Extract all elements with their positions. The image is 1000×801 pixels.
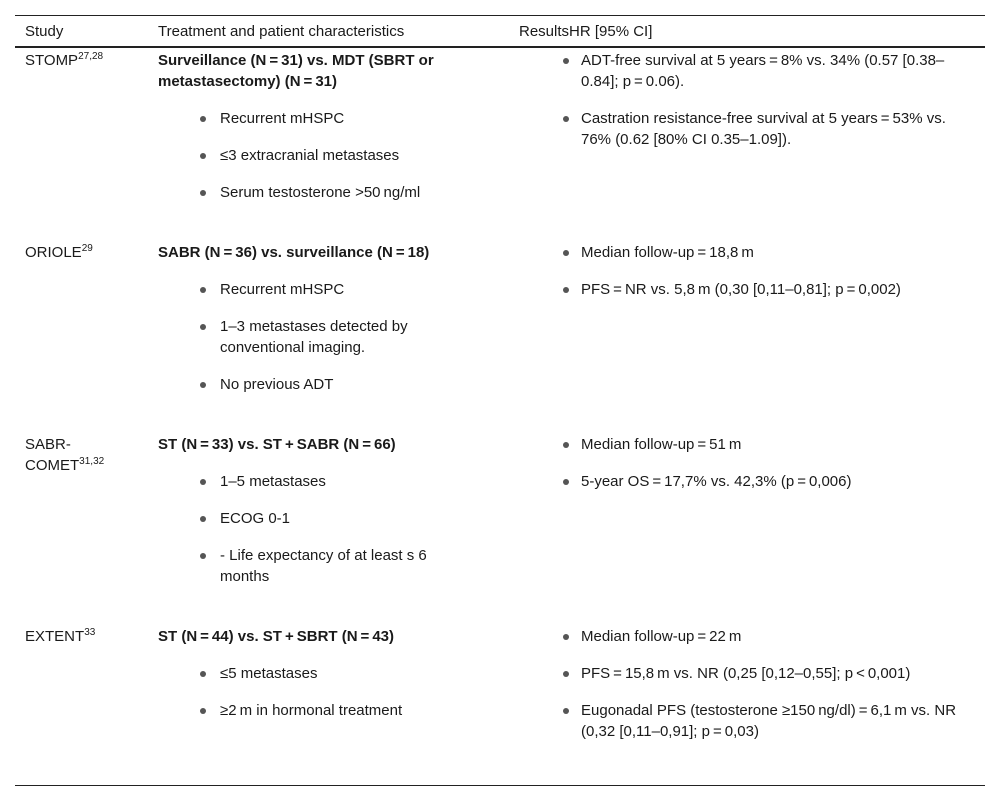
- study-cell: [25, 626, 145, 647]
- list-item: No previous ADT: [200, 374, 440, 395]
- list-item: ≤3 extracranial metastases: [200, 145, 440, 166]
- study-reference: 27,28: [78, 51, 104, 62]
- criteria-list: [200, 471, 440, 587]
- treatment-cell: [158, 242, 488, 411]
- treatment-cell: [158, 626, 488, 737]
- list-item: PFS = 15,8 m vs. NR (0,25 [0,12–0,55]; p < 0,001): [563, 663, 963, 684]
- results-list: [563, 626, 963, 758]
- column-header-study: Study: [25, 23, 64, 40]
- list-item: 1–3 metastases detected by conventional imaging.: [200, 316, 440, 358]
- criteria-list: [200, 108, 440, 203]
- results-list: [563, 242, 963, 316]
- study-reference: 33: [84, 627, 96, 638]
- list-item: Eugonadal PFS (testosterone ≥150 ng/dl) = 6,1 m vs. NR (0,32 [0,11–0,91]; p = 0,03): [563, 700, 963, 742]
- treatment-cell: [158, 434, 488, 603]
- list-item: Median follow-up = 22 m: [563, 626, 963, 647]
- table-bottom-rule: [15, 785, 985, 786]
- list-item: ADT-free survival at 5 years = 8% vs. 34% (0.57 [0.38–0.84]; p = 0.06).: [563, 50, 963, 92]
- list-item: Median follow-up = 18,8 m: [563, 242, 963, 263]
- list-item: Castration resistance-free survival at 5 years = 53% vs. 76% (0.62 [80% CI 0.35–1.09]).: [563, 108, 963, 150]
- study-name: EXTENT: [25, 628, 85, 645]
- list-item: 5-year OS = 17,7% vs. 42,3% (p = 0,006): [563, 471, 963, 492]
- header-rule: [15, 46, 985, 48]
- results-list: [563, 434, 963, 508]
- treatment-cell: [158, 50, 488, 219]
- study-reference: 29: [81, 243, 93, 254]
- study-cell: [25, 50, 145, 71]
- treatment-title: Surveillance (N = 31) vs. MDT (SBRT or metastasectomy) (N = 31): [158, 52, 434, 90]
- treatment-title: ST (N = 44) vs. ST + SBRT (N = 43): [158, 628, 395, 645]
- list-item: Median follow-up = 51 m: [563, 434, 963, 455]
- study-name: SABR-COMET: [25, 436, 80, 474]
- column-header-treatment: Treatment and patient characteristics: [158, 23, 405, 40]
- table-top-rule: [15, 15, 985, 16]
- list-item: Recurrent mHSPC: [200, 279, 440, 300]
- list-item: Serum testosterone >50 ng/ml: [200, 182, 440, 203]
- list-item: ECOG 0-1: [200, 508, 440, 529]
- list-item: ≤5 metastases: [200, 663, 440, 684]
- study-cell: [25, 434, 125, 476]
- study-cell: [25, 242, 145, 263]
- column-header-results: ResultsHR [95% CI]: [519, 23, 653, 40]
- list-item: Recurrent mHSPC: [200, 108, 440, 129]
- study-reference: 31,32: [79, 456, 105, 467]
- list-item: PFS = NR vs. 5,8 m (0,30 [0,11–0,81]; p = 0,002): [563, 279, 963, 300]
- list-item: 1–5 metastases: [200, 471, 440, 492]
- criteria-list: [200, 663, 440, 721]
- list-item: - Life expectancy of at least s 6 months: [200, 545, 440, 587]
- treatment-title: ST (N = 33) vs. ST + SABR (N = 66): [158, 436, 396, 453]
- list-item: ≥2 m in hormonal treatment: [200, 700, 440, 721]
- study-name: ORIOLE: [25, 244, 82, 261]
- study-name: STOMP: [25, 52, 79, 69]
- treatment-title: SABR (N = 36) vs. surveillance (N = 18): [158, 244, 430, 261]
- results-list: [563, 50, 963, 166]
- criteria-list: [200, 279, 440, 395]
